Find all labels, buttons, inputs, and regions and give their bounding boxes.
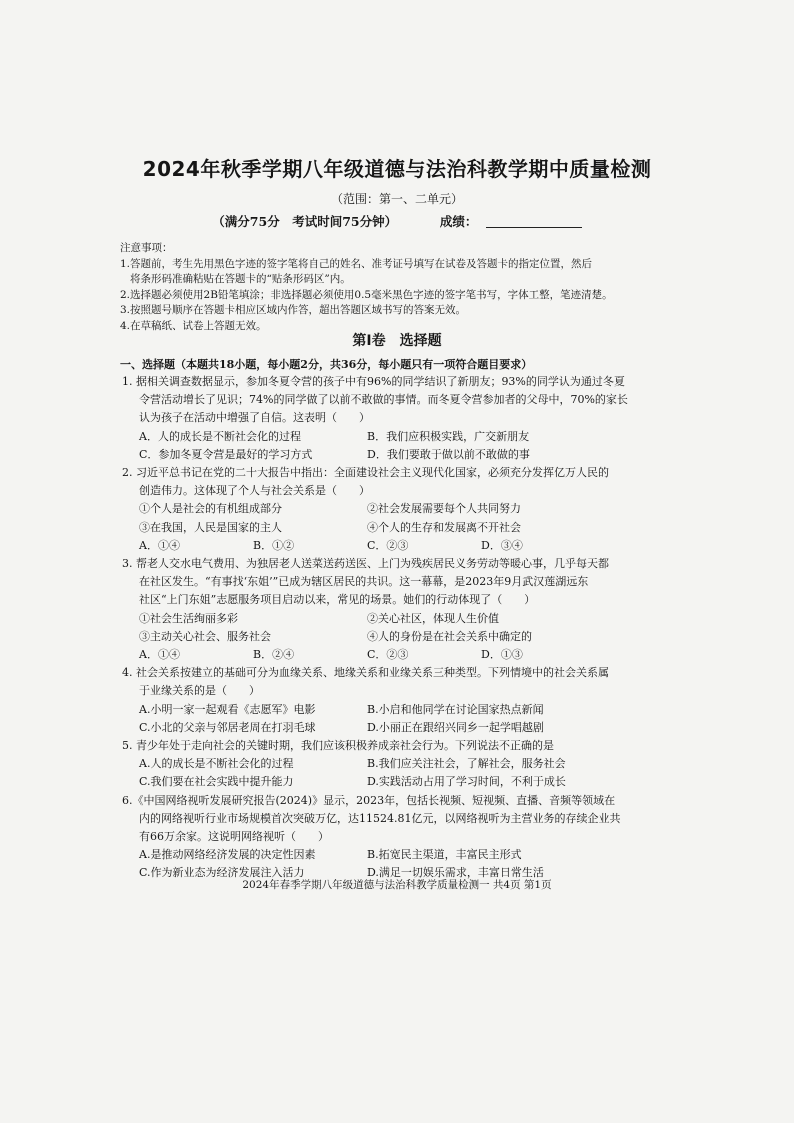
statement-2: ②关心社区，体现人生价值: [367, 611, 499, 625]
exam-title: 2024年秋季学期八年级道德与法治科教学期中质量检测: [142, 157, 652, 181]
note-item: 将条形码准确粘贴在答题卡的“贴条形码区”内。: [130, 273, 351, 285]
option-d: D．①③: [481, 648, 523, 662]
question-stem: 认为孩子在活动中增强了自信。这表明（ ）: [139, 411, 370, 425]
option-d: D．③④: [481, 538, 523, 552]
question-stem: 1. 据相关调查数据显示，参加冬夏令营的孩子中有96%的同学结识了新朋友；93%的同学认为通过冬夏: [122, 375, 625, 388]
statement-3: ③主动关心社会、服务社会: [139, 629, 271, 643]
option-c: C.作为新业态为经济发展注入活力: [139, 866, 305, 880]
part-heading: 一、选择题（本题共18小题，每小题2分，共36分，每小题只有一项符合题目要求）: [120, 358, 533, 371]
question-stem: 令营活动增长了见识；74%的同学做了以前不敢做的事情。而冬夏令营参加者的父母中，70%的家长: [139, 393, 628, 407]
question-1: [122, 373, 662, 464]
option-d: D.小丽正在跟绍兴同乡一起学唱越剧: [367, 720, 544, 734]
option-group: [122, 428, 662, 464]
statement-2: ②社会发展需要每个人共同努力: [367, 502, 521, 516]
question-stem: 2. 习近平总书记在党的二十大报告中指出：全面建设社会主义现代化国家，必须充分发挥亿万人民的: [122, 466, 609, 480]
question-5: [122, 737, 662, 792]
score-label: 成绩：: [439, 214, 478, 229]
option-c: C．②③: [367, 648, 409, 662]
question-stem: 4. 社会关系按建立的基础可分为血缘关系、地缘关系和业缘关系三种类型。下列情境中的社会关系属: [122, 666, 609, 680]
question-4: [122, 664, 662, 737]
question-stem: 6.《中国网络视听发展研究报告(2024)》显示，2023年，包括长视频、短视频、直播、音频等领域在: [122, 793, 616, 807]
option-b: B．①②: [253, 538, 295, 552]
option-a: A．①④: [139, 648, 180, 662]
statement-1: ①社会生活绚丽多彩: [139, 611, 238, 625]
question-3: [122, 555, 662, 664]
option-a: A．人的成长是不断社会化的过程: [139, 429, 301, 443]
option-group: [122, 537, 662, 555]
option-a: A.小明一家一起观看《志愿军》电影: [139, 702, 316, 716]
score-blank: [486, 215, 582, 228]
question-list: [122, 373, 662, 883]
statement-3: ③在我国，人民是国家的主人: [139, 520, 282, 534]
question-2: [122, 464, 662, 555]
statement-group: [122, 500, 662, 536]
question-stem: 在社区发生。“有事找‘东姐’”已成为辖区居民的共识。这一幕幕，是2023年9月武汉莲湖远东: [139, 575, 589, 589]
statement-group: [122, 610, 662, 646]
exam-scope: （范围：第一、二单元）: [330, 192, 463, 206]
notes-heading: 注意事项：: [120, 242, 173, 254]
note-item: 2.选择题必须使用2B铅笔填涂；非选择题必须使用0.5毫米黑色字迹的签字笔书写，字体工整，笔迹清楚。: [120, 288, 613, 301]
option-b: B．②④: [253, 648, 295, 662]
option-c: C.小北的父亲与邻居老周在打羽毛球: [139, 720, 316, 734]
option-a: A．①④: [139, 538, 180, 552]
option-d: D.满足一切娱乐需求，丰富日常生活: [367, 866, 544, 880]
statement-1: ①个人是社会的有机组成部分: [139, 502, 282, 516]
option-c: C．②③: [367, 538, 409, 552]
question-stem: 于业缘关系的是（ ）: [139, 684, 260, 698]
option-a: A.是推动网络经济发展的决定性因素: [139, 848, 316, 862]
option-group: [122, 646, 662, 664]
option-group: [122, 755, 662, 791]
question-stem: 社区“上门东姐”志愿服务项目启动以来，常见的场景。她们的行动体现了（ ）: [139, 593, 536, 607]
question-stem: 内的网络视听行业市场规模首次突破万亿，达11524.81亿元，以网络视听为主营业务的存续企业共: [139, 811, 621, 825]
option-b: B．我们应积极实践，广交新朋友: [367, 429, 530, 443]
option-group: [122, 701, 662, 737]
section-title: 第Ⅰ卷 选择题: [352, 333, 442, 349]
option-d: D．我们要敢于做以前不敢做的事: [367, 447, 530, 461]
question-6: [122, 792, 662, 883]
question-stem: 5. 青少年处于走向社会的关键时期，我们应该积极养成亲社会行为。下列说法不正确的是: [122, 739, 554, 753]
note-item: 3.按照题号顺序在答题卡相应区域内作答，超出答题区域书写的答案无效。: [120, 304, 467, 316]
note-item: 4.在草稿纸、试卷上答题无效。: [120, 319, 267, 332]
statement-4: ④人的身份是在社会关系中确定的: [367, 629, 532, 643]
notes-block: [120, 241, 640, 334]
score-time-info: （满分75分 考试时间75分钟）: [212, 214, 398, 229]
option-b: B.拓宽民主渠道，丰富民主形式: [367, 848, 522, 862]
option-d: D.实践活动占用了学习时间，不利于成长: [367, 775, 566, 789]
option-c: C.我们要在社会实践中提升能力: [139, 775, 294, 789]
question-stem: 创造伟力。这体现了个人与社会关系是（ ）: [139, 484, 370, 498]
score-info-line: [0, 212, 794, 230]
question-stem: 有66万余家。这说明网络视听（ ）: [139, 830, 329, 844]
option-c: C．参加冬夏令营是最好的学习方式: [139, 447, 313, 461]
note-item: 1.答题前，考生先用黑色字迹的签字笔将自己的姓名、准考证号填写在试卷及答题卡的指定位置，然后: [120, 257, 593, 270]
question-stem: 3. 帮老人交水电气费用、为独居老人送菜送药送医、上门为残疾居民义务劳动等暖心事，几乎每天都: [122, 557, 609, 571]
option-b: B.我们应关注社会，了解社会，服务社会: [367, 757, 566, 771]
page-footer: 2024年春季学期八年级道德与法治科教学质量检测一 共4页 第1页: [242, 879, 552, 891]
option-a: A.人的成长是不断社会化的过程: [139, 757, 294, 771]
statement-4: ④个人的生存和发展离不开社会: [367, 520, 521, 534]
option-b: B.小启和他同学在讨论国家热点新闻: [367, 702, 544, 716]
